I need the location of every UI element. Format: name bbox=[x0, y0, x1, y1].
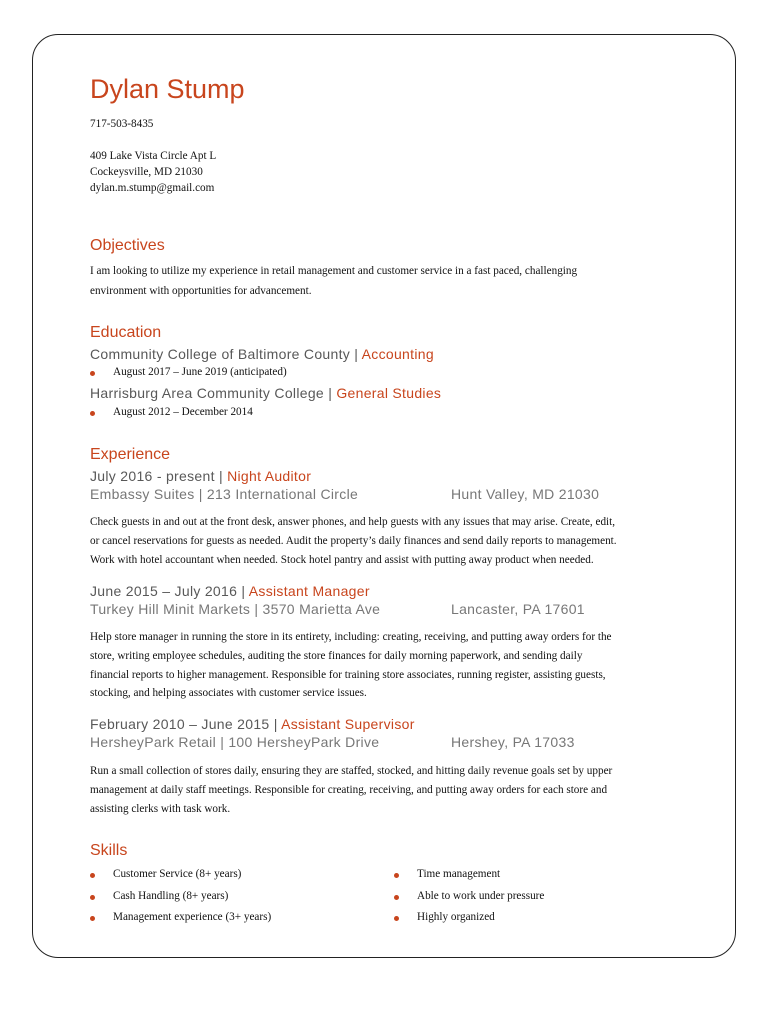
job-2-desc-line-2: store, writing employee schedules, auditing the store finances for daily morning paperwork, and sending daily bbox=[90, 650, 583, 662]
job-title: Assistant Supervisor bbox=[281, 716, 415, 732]
bullet-icon bbox=[394, 895, 399, 900]
address-line-2: Cockeysville, MD 21030 bbox=[90, 166, 203, 178]
skill-item bbox=[394, 911, 495, 923]
bullet-icon bbox=[90, 371, 95, 376]
dates-text: August 2017 – June 2019 (anticipated) bbox=[113, 366, 287, 378]
job-dates: July 2016 - present bbox=[90, 468, 215, 484]
education-dates-1 bbox=[90, 366, 287, 378]
job-title: Assistant Manager bbox=[248, 583, 370, 599]
education-school-1 bbox=[90, 346, 434, 362]
dates-text: August 2012 – December 2014 bbox=[113, 406, 253, 418]
experience-heading: Experience bbox=[90, 446, 171, 463]
job-2-desc-line-4: stocking, and helping associates with customer service issues. bbox=[90, 687, 367, 699]
bullet-icon bbox=[394, 916, 399, 921]
skill-item bbox=[394, 890, 544, 902]
skill-item bbox=[90, 890, 228, 902]
job-2-desc-line-3: financial reports to higher management. Responsible for training store associates, running register, assisting guests, bbox=[90, 669, 606, 681]
job-2-location: Lancaster, PA 17601 bbox=[451, 601, 585, 617]
job-1-location: Hunt Valley, MD 21030 bbox=[451, 486, 600, 502]
skill-item bbox=[90, 911, 271, 923]
objectives-heading: Objectives bbox=[90, 237, 165, 254]
bullet-icon bbox=[90, 895, 95, 900]
school-name: Community College of Baltimore County bbox=[90, 346, 351, 362]
job-3-desc-line-1: Run a small collection of stores daily, ensuring they are staffed, stocked, and hitting daily revenue goals set by upper bbox=[90, 765, 613, 777]
bullet-icon bbox=[90, 411, 95, 416]
objectives-line-1: I am looking to utilize my experience in retail management and customer service in a fast paced, challenging bbox=[90, 265, 578, 277]
job-3-heading bbox=[90, 716, 415, 732]
job-title: Night Auditor bbox=[227, 468, 312, 484]
education-heading: Education bbox=[90, 324, 162, 341]
candidate-name: Dylan Stump bbox=[90, 74, 245, 104]
job-1-heading bbox=[90, 468, 311, 484]
school-program: Accounting bbox=[361, 346, 434, 362]
school-name: Harrisburg Area Community College bbox=[90, 385, 324, 401]
job-2-heading bbox=[90, 583, 370, 599]
job-1-desc-line-1: Check guests in and out at the front desk, answer phones, and help guests with any issues that may arise. Create, edit, bbox=[90, 516, 616, 528]
skill-text: Time management bbox=[417, 868, 501, 880]
address-line-1: 409 Lake Vista Circle Apt L bbox=[90, 150, 217, 162]
separator: | bbox=[350, 346, 362, 362]
job-3-desc-line-2: management at daily staff meetings. Responsible for creating, receiving, and putting away orders for each store and bbox=[90, 784, 608, 796]
job-3-location: Hershey, PA 17033 bbox=[451, 734, 575, 750]
job-1-desc-line-2: or cancel reservations for guests as needed. Audit the property’s daily finances and send daily reports to management. bbox=[90, 535, 617, 547]
education-school-2 bbox=[90, 385, 441, 401]
skill-text: Highly organized bbox=[417, 911, 495, 923]
separator: | bbox=[237, 583, 249, 599]
separator: | bbox=[269, 716, 282, 732]
job-1-desc-line-3: Work with hotel accountant when needed. Stock hotel pantry and assist with putting away product when needed. bbox=[90, 554, 594, 566]
skill-text: Management experience (3+ years) bbox=[113, 911, 272, 923]
phone-number: 717-503-8435 bbox=[90, 118, 154, 130]
job-dates: February 2010 – June 2015 bbox=[90, 716, 270, 732]
job-2-desc-line-1: Help store manager in running the store in its entirety, including: creating, receiving, and putting away orders for the bbox=[90, 631, 612, 643]
skill-item bbox=[394, 868, 500, 880]
bullet-icon bbox=[394, 873, 399, 878]
objectives-line-2: environment with opportunities for advancement. bbox=[90, 285, 312, 297]
skill-item bbox=[90, 868, 241, 880]
job-3-desc-line-3: assisting clerks with task work. bbox=[90, 803, 231, 815]
separator: | bbox=[214, 468, 228, 484]
job-2-employer: Turkey Hill Minit Markets | 3570 Marietta Ave bbox=[90, 601, 381, 617]
education-dates-2 bbox=[90, 406, 253, 418]
bullet-icon bbox=[90, 873, 95, 878]
email-address: dylan.m.stump@gmail.com bbox=[90, 182, 215, 194]
job-dates: June 2015 – July 2016 bbox=[90, 583, 238, 599]
school-program: General Studies bbox=[336, 385, 442, 401]
separator: | bbox=[324, 385, 337, 401]
job-3-employer: HersheyPark Retail | 100 HersheyPark Drive bbox=[90, 734, 380, 750]
bullet-icon bbox=[90, 916, 95, 921]
skill-text: Customer Service (8+ years) bbox=[113, 868, 242, 880]
skill-text: Cash Handling (8+ years) bbox=[113, 890, 229, 902]
job-1-employer: Embassy Suites | 213 International Circle bbox=[90, 486, 359, 502]
skills-heading: Skills bbox=[90, 842, 128, 859]
skill-text: Able to work under pressure bbox=[417, 890, 545, 902]
